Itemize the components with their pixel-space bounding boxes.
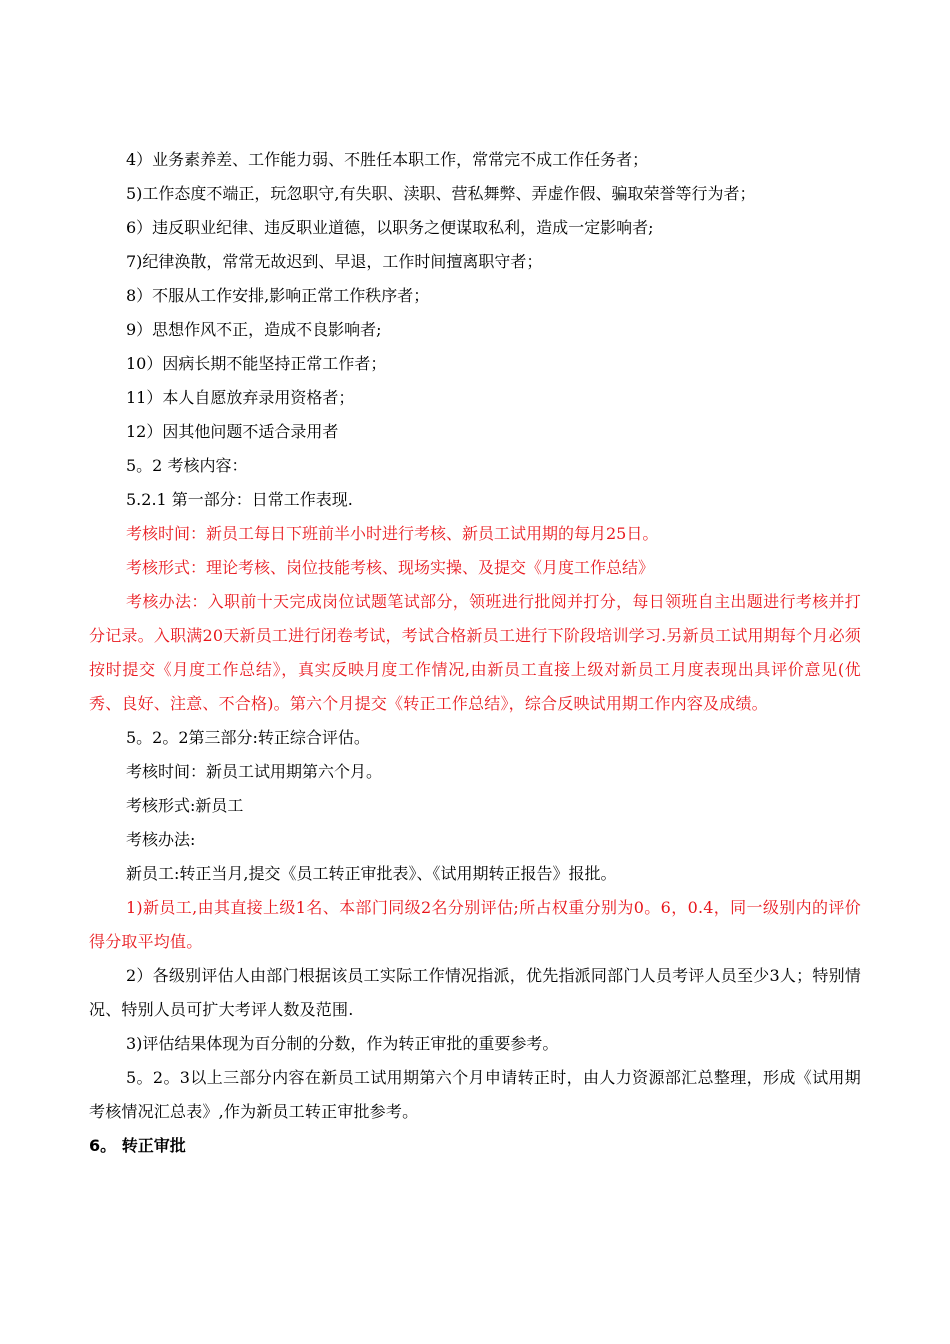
paragraph-item-6: 6）违反职业纪律、违反职业道德，以职务之便谋取私利，造成一定影响者;	[126, 218, 654, 237]
subsection-heading-5-2-1: 5.2.1 第一部分：日常工作表现.	[126, 490, 353, 509]
paragraph-item-9: 9）思想作风不正，造成不良影响者;	[126, 320, 382, 339]
paragraph-item-7: 7)纪律涣散，常常无故迟到、早退，工作时间擅离职守者；	[126, 252, 543, 271]
paragraph-item-10: 10）因病长期不能坚持正常工作者；	[126, 354, 387, 373]
new-employee-submission: 新员工:转正当月,提交《员工转正审批表》、《试用期转正报告》报批。	[126, 864, 617, 883]
assessment-method-daily: 考核办法：入职前十天完成岗位试题笔试部分，领班进行批阅并打分，每日领班自主出题进行考核并打分记录。入职满20天新员工进行闭卷考试，考试合格新员工进行下阶段培训学习.另新员工试用期每个月必须按时提交《月度工作总结》，真实反映月度工作情况,由新员工直接上级对新员工月度表现出具评价意见(优秀、良好、注意、不合格)。第六个月提交《转正工作总结》，综合反映试用期工作内容及成绩。	[89, 592, 861, 713]
paragraph-item-4: 4）业务素养差、工作能力弱、不胜任本职工作，常常完不成工作任务者；	[126, 150, 649, 169]
assessment-form-probation: 考核形式:新员工	[126, 796, 244, 815]
assessment-time-daily: 考核时间：新员工每日下班前半小时进行考核、新员工试用期的每月25日。	[126, 524, 659, 543]
evaluation-rule-2: 2）各级别评估人由部门根据该员工实际工作情况指派，优先指派同部门人员考评人员至少3人；特别情况、特别人员可扩大考评人数及范围.	[89, 966, 861, 1019]
assessment-time-probation: 考核时间：新员工试用期第六个月。	[126, 762, 383, 781]
paragraph-item-12: 12）因其他问题不适合录用者	[126, 422, 339, 441]
paragraph-item-11: 11）本人自愿放弃录用资格者；	[126, 388, 355, 407]
paragraph-item-5: 5)工作态度不端正，玩忽职守,有失职、渎职、营私舞弊、弄虚作假、骗取荣誉等行为者；	[126, 184, 756, 203]
evaluation-rule-1: 1)新员工,由其直接上级1名、本部门同级2名分别评估;所占权重分别为0。6，0.4，同一级别内的评价得分取平均值。	[89, 898, 861, 951]
document-body	[89, 143, 861, 1163]
section-heading-6: 6。 转正审批	[89, 1136, 186, 1155]
assessment-method-probation: 考核办法:	[126, 830, 196, 849]
evaluation-rule-3: 3)评估结果体现为百分制的分数，作为转正审批的重要参考。	[126, 1034, 559, 1053]
subsection-heading-5-2: 5。2 考核内容：	[126, 456, 248, 475]
assessment-form-daily: 考核形式：理论考核、岗位技能考核、现场实操、及提交《月度工作总结》	[126, 558, 655, 577]
subsection-heading-5-2-2: 5。2。2第三部分:转正综合评估。	[126, 728, 370, 747]
subsection-5-2-3: 5。2。3以上三部分内容在新员工试用期第六个月申请转正时，由人力资源部汇总整理，形成《试用期考核情况汇总表》,作为新员工转正审批参考。	[89, 1068, 861, 1121]
paragraph-item-8: 8）不服从工作安排,影响正常工作秩序者；	[126, 286, 430, 305]
